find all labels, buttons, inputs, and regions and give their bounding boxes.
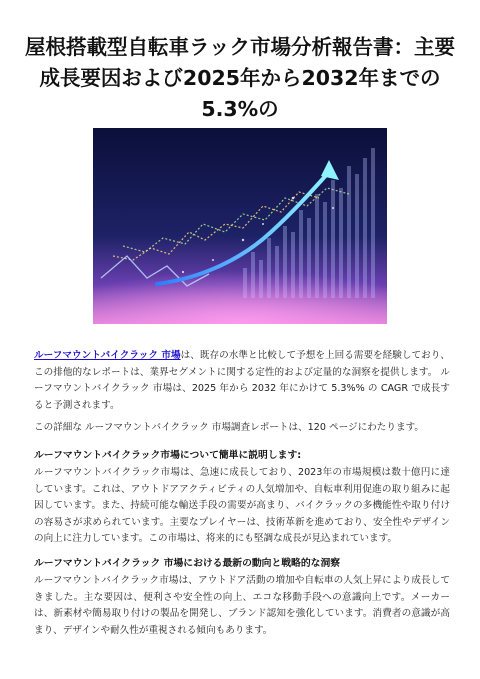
intro-paragraph bbox=[34, 348, 450, 414]
market-link[interactable]: ルーフマウントバイクラック 市場 bbox=[34, 350, 181, 361]
market-growth-illustration bbox=[93, 128, 387, 324]
title-line-2: 成長要因および2025年から2032年までの5.3%の bbox=[39, 66, 441, 121]
intro-text: は、既存の水準と比較して予想を上回る需要を経験しており、この排他的なレポートは、業界セグメントに関する定性的および定量的な洞察を提供します。 ルーフマウントバイクラック 市場は、2025 年から 2032 年にかけて 5.3%% の CAGR で成長すると予測されます。 bbox=[34, 350, 451, 411]
title-line-1: 屋根搭載型自転車ラック市場分析報告書：主要 bbox=[24, 35, 456, 59]
section-heading-overview: ルーフマウントバイクラック市場について簡単に説明します: bbox=[34, 450, 302, 461]
section-heading-trends: ルーフマウントバイクラック 市場における最新の動向と戦略的な洞察 bbox=[34, 558, 341, 569]
overview-paragraph: ルーフマウントバイクラック市場は、急速に成長しており、2023年の市場規模は数十億円に達しています。これは、アウトドアアクティビティの人気増加や、自転車利用促進の取り組みに起因しています。また、持続可能な輸送手段の需要が高まり、バイクラックの多機能性や取り付けの容易さが求められています。主要なプレイヤーは、技術革新を進めており、安全性やデザインの向上に注力しています。この市場は、将来的にも堅調な成長が見込まれています。 bbox=[34, 467, 450, 545]
pages-paragraph: この詳細な ルーフマウントバイクラック 市場調査レポートは、120 ページにわたります。 bbox=[34, 422, 425, 433]
trends-paragraph: ルーフマウントバイクラック市場は、アウトドア活動の増加や自転車の人気上昇により成長してきました。主な要因は、便利さや安全性の向上、エコな移動手段への意識向上です。メーカーは、新素材や簡易取り付けの製品を開発し、ブランド認知を強化しています。消費者の意識が高まり、デザインや耐久性が重視される傾向もあります。 bbox=[34, 575, 450, 636]
